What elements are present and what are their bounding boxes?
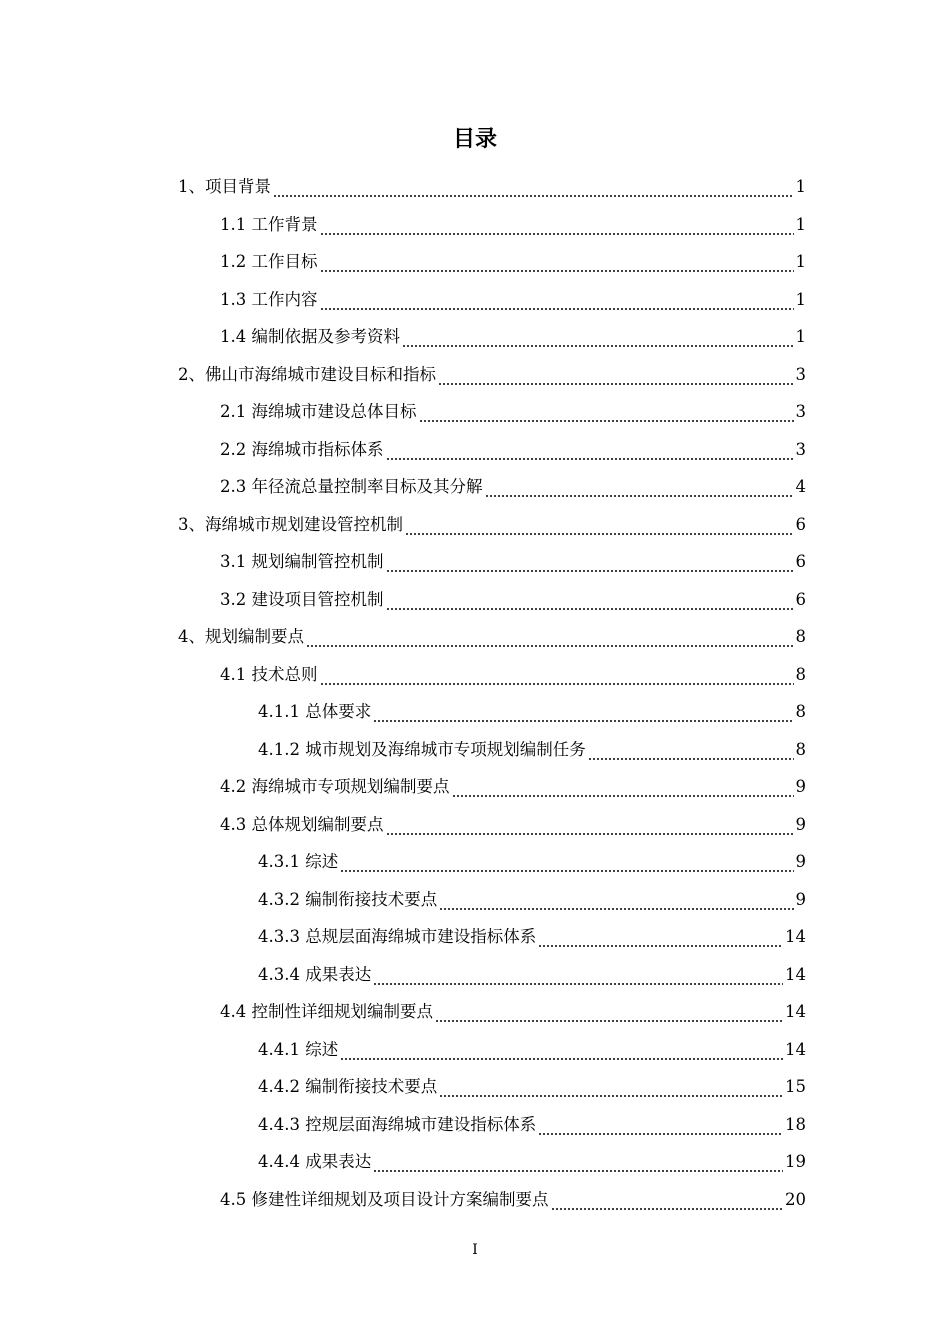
- toc-entry[interactable]: [220, 206, 806, 236]
- toc-entry-page: 8: [795, 664, 806, 684]
- toc-entry-text: 1.4 编制依据及参考资料: [220, 327, 400, 346]
- toc-entry[interactable]: [258, 1068, 806, 1098]
- toc-entry[interactable]: [220, 806, 806, 836]
- toc-entry-page: 1: [795, 177, 806, 196]
- toc-leader-dots: [320, 291, 794, 311]
- toc-leader-dots: [588, 741, 794, 761]
- toc-title: 目录: [452, 127, 497, 152]
- toc-leader-dots: [402, 328, 794, 348]
- toc-entry-text: 3.1 规划编制管控机制: [220, 552, 384, 571]
- toc-entry-text: 4.4.4 成果表达: [258, 1152, 372, 1171]
- toc-entry-text: 2.3 年径流总量控制率目标及其分解: [220, 477, 483, 496]
- toc-entry[interactable]: [178, 618, 806, 648]
- toc-leader-dots: [405, 516, 794, 536]
- toc-leader-dots: [419, 403, 794, 423]
- page-number: I: [472, 1242, 478, 1258]
- toc-leader-dots: [306, 628, 794, 648]
- toc-entry-text: 4.3.4 成果表达: [258, 964, 372, 984]
- toc-entry-page: 6: [795, 589, 806, 609]
- toc-leader-dots: [340, 1041, 783, 1061]
- toc-entry[interactable]: [220, 768, 806, 798]
- toc-leader-dots: [538, 928, 783, 948]
- toc-entry-page: 8: [795, 627, 806, 646]
- toc-entry-page: 6: [795, 552, 806, 571]
- toc-entry-text: 2.2 海绵城市指标体系: [220, 439, 384, 459]
- toc-entry-page: 6: [795, 514, 806, 534]
- toc-entry[interactable]: [220, 543, 806, 573]
- toc-entry-page: 1: [795, 289, 806, 309]
- toc-entry[interactable]: [258, 918, 806, 948]
- toc-entry-page: 14: [785, 1039, 806, 1059]
- toc-leader-dots: [386, 553, 794, 573]
- toc-leader-dots: [551, 1191, 784, 1211]
- toc-entry-page: 9: [795, 852, 806, 871]
- toc-entry[interactable]: [220, 281, 806, 311]
- toc-leader-dots: [373, 703, 793, 723]
- toc-entry-page: 14: [785, 1002, 806, 1021]
- toc-entry-page: 9: [795, 889, 806, 909]
- toc-entry-page: 18: [785, 1114, 806, 1134]
- toc-leader-dots: [373, 966, 783, 986]
- toc-leader-dots: [373, 1153, 783, 1173]
- toc-entry-page: 19: [785, 1152, 806, 1171]
- toc-entry-text: 1.1 工作背景: [220, 214, 318, 234]
- toc-leader-dots: [439, 1078, 783, 1098]
- toc-entry[interactable]: [220, 468, 806, 498]
- toc-entry[interactable]: [220, 1181, 806, 1211]
- toc-entry-page: 4: [795, 477, 806, 496]
- toc-entry-page: 1: [795, 252, 806, 271]
- toc-entry-text: 2、佛山市海绵城市建设目标和指标: [178, 364, 436, 384]
- toc-leader-dots: [386, 591, 794, 611]
- toc-entry[interactable]: [220, 393, 806, 423]
- toc-leader-dots: [452, 778, 794, 798]
- toc-entry-page: 1: [795, 214, 806, 234]
- toc-entry[interactable]: [220, 431, 806, 461]
- toc-entry-text: 4.4.2 编制衔接技术要点: [258, 1077, 438, 1096]
- toc-entry-text: 1.2 工作目标: [220, 252, 318, 271]
- toc-leader-dots: [386, 816, 794, 836]
- toc-entry[interactable]: [220, 993, 806, 1023]
- toc-entry-page: 8: [795, 702, 806, 721]
- toc-entry-text: 4.3.3 总规层面海绵城市建设指标体系: [258, 927, 537, 946]
- toc-entry-page: 1: [795, 327, 806, 346]
- toc-entry-text: 4.5 修建性详细规划及项目设计方案编制要点: [220, 1189, 549, 1209]
- toc-entry[interactable]: [258, 881, 806, 911]
- toc-leader-dots: [538, 1116, 783, 1136]
- toc-entry-text: 4.2 海绵城市专项规划编制要点: [220, 777, 450, 796]
- toc-entry-text: 4、规划编制要点: [178, 627, 304, 646]
- toc-entry[interactable]: [258, 1031, 806, 1061]
- toc-leader-dots: [439, 891, 793, 911]
- toc-entry[interactable]: [178, 356, 806, 386]
- toc-entry[interactable]: [258, 843, 806, 873]
- toc-leader-dots: [438, 366, 794, 386]
- toc-entry-page: 15: [785, 1077, 806, 1096]
- toc-entry-text: 2.1 海绵城市建设总体目标: [220, 402, 417, 421]
- toc-leader-dots: [485, 478, 794, 498]
- toc-leader-dots: [320, 666, 794, 686]
- toc-entry-text: 4.3 总体规划编制要点: [220, 814, 384, 834]
- toc-leader-dots: [340, 853, 793, 873]
- toc-leader-dots: [320, 216, 794, 236]
- toc-leader-dots: [320, 253, 794, 273]
- toc-entry-text: 4.3.1 综述: [258, 852, 339, 871]
- toc-entry-page: 14: [785, 964, 806, 984]
- toc-entry-text: 4.3.2 编制衔接技术要点: [258, 889, 438, 909]
- toc-entry-page: 3: [795, 364, 806, 384]
- toc-entry[interactable]: [258, 693, 806, 723]
- toc-entry-text: 4.1.2 城市规划及海绵城市专项规划编制任务: [258, 739, 586, 759]
- toc-entry-text: 4.1.1 总体要求: [258, 702, 372, 721]
- toc-entry-text: 4.4 控制性详细规划编制要点: [220, 1002, 433, 1021]
- toc-entry-page: 20: [785, 1189, 806, 1209]
- toc-leader-dots: [273, 178, 794, 198]
- toc-entry[interactable]: [178, 506, 806, 536]
- toc-entry-text: 1.3 工作内容: [220, 289, 318, 309]
- toc-entry[interactable]: [220, 318, 806, 348]
- toc-entry-page: 14: [785, 927, 806, 946]
- toc-entry-text: 4.4.3 控规层面海绵城市建设指标体系: [258, 1114, 537, 1134]
- toc-entry[interactable]: [220, 581, 806, 611]
- toc-entry[interactable]: [258, 1106, 806, 1136]
- toc-entry[interactable]: [220, 656, 806, 686]
- toc-leader-dots: [386, 441, 794, 461]
- toc-entry[interactable]: [258, 956, 806, 986]
- toc-entry-text: 1、项目背景: [178, 177, 271, 196]
- toc-entry-text: 4.1 技术总则: [220, 664, 318, 684]
- toc-entry[interactable]: [258, 1143, 806, 1173]
- toc-entry[interactable]: [220, 243, 806, 273]
- toc-entry-page: 3: [795, 439, 806, 459]
- toc-entry[interactable]: [178, 168, 806, 198]
- toc-entry-text: 4.4.1 综述: [258, 1039, 339, 1059]
- toc-leader-dots: [435, 1003, 783, 1023]
- toc-entry-text: 3、海绵城市规划建设管控机制: [178, 514, 403, 534]
- toc-entry-page: 9: [795, 777, 806, 796]
- toc-entry-page: 8: [795, 739, 806, 759]
- toc-entry-page: 3: [795, 402, 806, 421]
- toc-entry-page: 9: [795, 814, 806, 834]
- toc-entry[interactable]: [258, 731, 806, 761]
- toc-entry-text: 3.2 建设项目管控机制: [220, 589, 384, 609]
